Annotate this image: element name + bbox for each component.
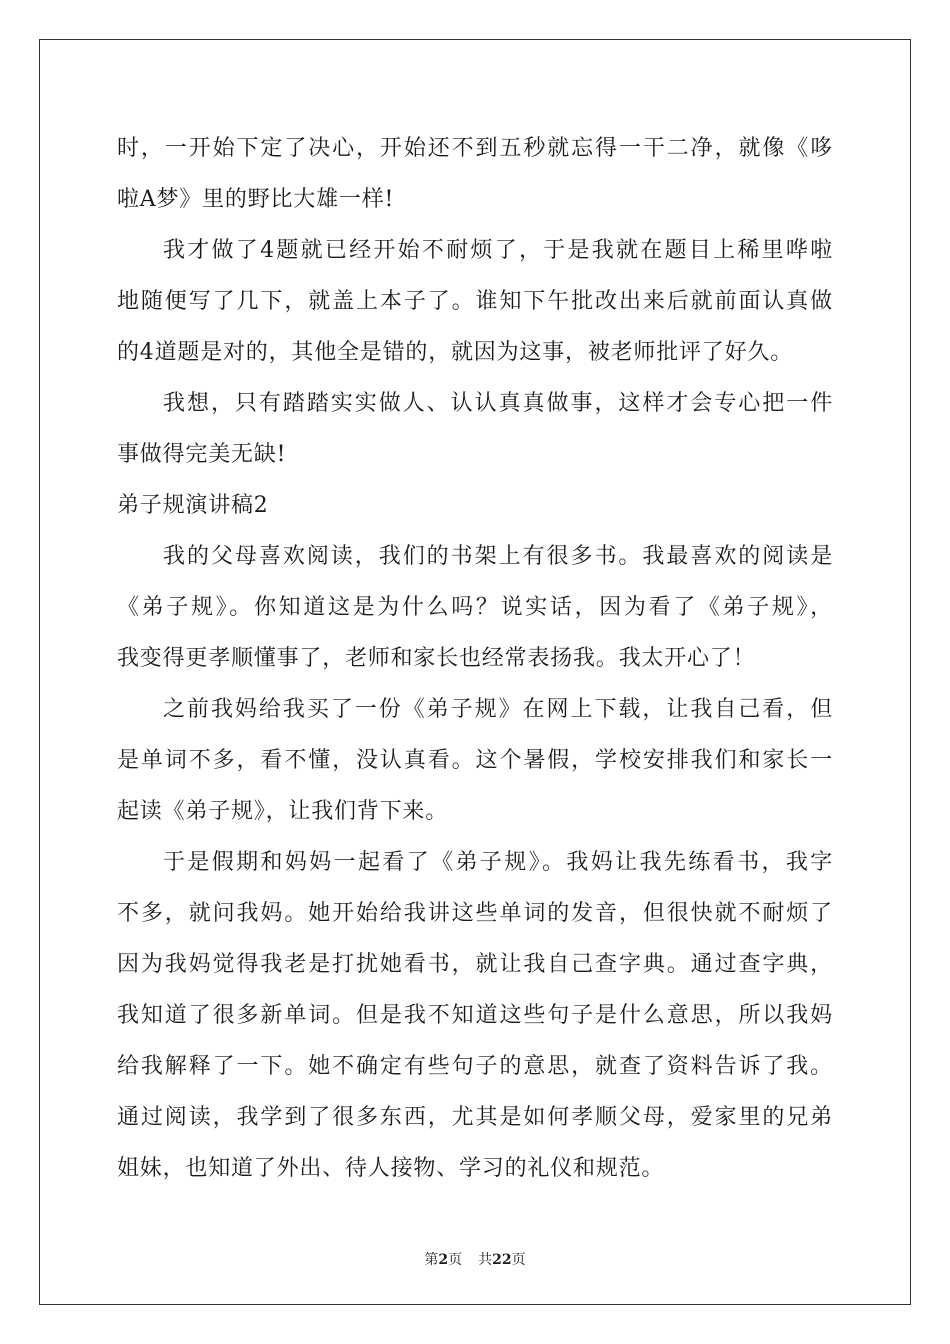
text-line: 《弟子规》。你知道这是为什么吗？说实话，因为看了《弟子规》，: [117, 595, 833, 620]
paragraph-group-2: [117, 531, 833, 1194]
footer-total-prefix: 共: [478, 1252, 493, 1268]
paragraph: [117, 684, 833, 837]
footer-total-pages: 22: [492, 1252, 512, 1268]
paragraph: [117, 123, 833, 225]
text-line: 我变得更孝顺懂事了，老师和家长也经常表扬我。我太开心了！: [117, 646, 756, 671]
text-line: 我知道了很多新单词。但是我不知道这些句子是什么意思，所以我妈: [117, 1003, 833, 1028]
text-line: 姐妹，也知道了外出、待人接物、学习的礼仪和规范。: [117, 1156, 665, 1181]
text-line: 的4道题是对的，其他全是错的，就因为这事，被老师批评了好久。: [117, 340, 793, 365]
footer-total-suffix: 页: [511, 1252, 526, 1268]
paragraph: [117, 378, 833, 480]
text-line: 起读《弟子规》，让我们背下来。: [117, 799, 449, 824]
footer-page-suffix: 页: [448, 1252, 463, 1268]
text-line: 给我解释了一下。她不确定有些句子的意思，就查了资料告诉了我。: [117, 1054, 833, 1079]
footer-prefix: 第: [424, 1252, 439, 1268]
text-line: 我的父母喜欢阅读，我们的书架上有很多书。我最喜欢的阅读是: [163, 544, 833, 569]
paragraph: [117, 837, 833, 1194]
text-line: 因为我妈觉得我老是打扰她看书，就让我自己查字典。通过查字典，: [117, 952, 833, 977]
paragraph: [117, 531, 833, 684]
text-line: 事做得完美无缺!: [117, 442, 287, 467]
text-line: 我才做了4题就已经开始不耐烦了，于是我就在题目上稀里哗啦: [163, 238, 833, 263]
document-body: [117, 123, 833, 1194]
text-line: 时，一开始下定了决心，开始还不到五秒就忘得一干二净，就像《哆: [117, 136, 833, 161]
text-line: 我想，只有踏踏实实做人、认认真真做事，这样才会专心把一件: [163, 391, 833, 416]
footer-page-number: 2: [438, 1252, 449, 1268]
text-line: 是单词不多，看不懂，没认真看。这个暑假，学校安排我们和家长一: [117, 748, 833, 773]
paragraph-group-1: [117, 123, 833, 480]
section-heading: 弟子规演讲稿2: [117, 493, 269, 518]
text-line: 通过阅读，我学到了很多东西，尤其是如何孝顺父母，爱家里的兄弟: [117, 1105, 833, 1130]
text-line: 不多，就问我妈。她开始给我讲这些单词的发音，但很快就不耐烦了: [117, 901, 833, 926]
paragraph: [117, 225, 833, 378]
text-line: 于是假期和妈妈一起看了《弟子规》。我妈让我先练看书，我字: [163, 850, 833, 875]
text-line: 之前我妈给我买了一份《弟子规》在网上下载，让我自己看，但: [163, 697, 833, 722]
text-line: 啦A梦》里的野比大雄一样!: [117, 187, 395, 212]
text-line: 地随便写了几下，就盖上本子了。谁知下午批改出来后就前面认真做: [117, 289, 833, 314]
page-footer: [0, 1249, 950, 1269]
